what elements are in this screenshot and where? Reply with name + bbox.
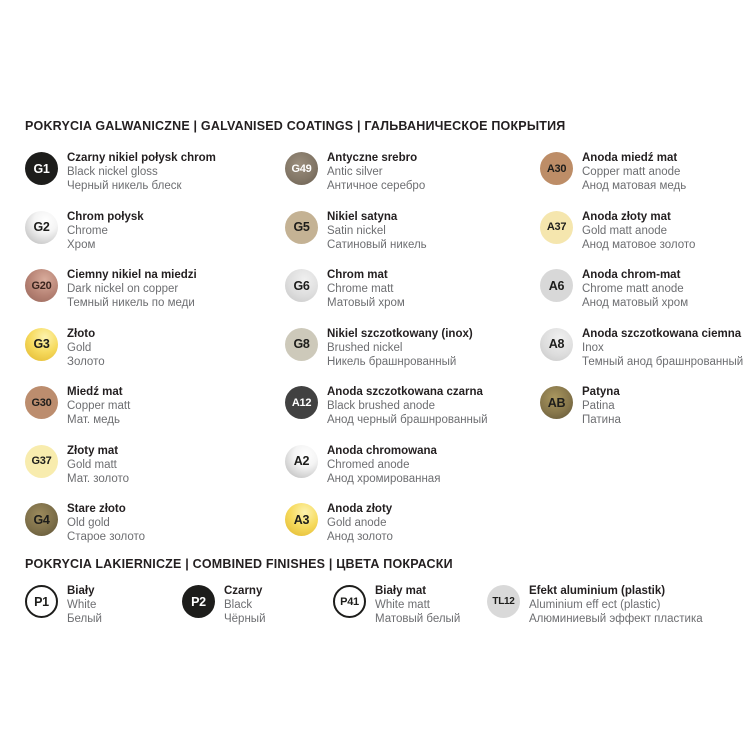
finish-labels bbox=[327, 327, 473, 369]
finish-labels bbox=[67, 210, 144, 252]
finish-name-ru: Старое золото bbox=[67, 531, 146, 543]
finish-name-pl: Miedź mat bbox=[67, 386, 123, 398]
finish-name-pl: Anoda chrom-mat bbox=[582, 269, 681, 281]
finish-item-g3 bbox=[25, 327, 283, 373]
finish-name-pl: Anoda złoty mat bbox=[582, 210, 671, 223]
finish-swatch-p41 bbox=[333, 585, 366, 618]
finish-name-ru: Алюминиевый эффект пластика bbox=[529, 613, 703, 625]
finish-name-ru: Мат. медь bbox=[67, 414, 120, 426]
finish-swatch-a6 bbox=[540, 269, 573, 302]
finish-code: AB bbox=[547, 395, 566, 410]
finish-name-pl: Anoda chromowana bbox=[327, 444, 437, 457]
finish-labels bbox=[67, 385, 130, 427]
finish-swatch-a30 bbox=[540, 152, 573, 185]
finish-name-ru: Матовый белый bbox=[375, 613, 461, 625]
finish-name-pl: Anoda szczotkowana ciemna bbox=[582, 327, 742, 340]
finish-item-g4 bbox=[25, 502, 283, 548]
finish-name-ru: Темный анод брашнрованный bbox=[582, 355, 744, 368]
finish-name-en: Chrome bbox=[67, 224, 108, 237]
finish-name-en: Antic silver bbox=[327, 166, 383, 178]
finish-swatch-a8 bbox=[540, 328, 573, 361]
finish-labels bbox=[582, 210, 695, 252]
finish-labels bbox=[67, 444, 129, 486]
finish-code: G49 bbox=[291, 162, 312, 175]
finish-item-a2 bbox=[285, 444, 538, 490]
finish-name-en: Gold bbox=[67, 341, 92, 354]
finish-item-p2 bbox=[182, 584, 333, 630]
finish-code: A6 bbox=[548, 278, 565, 293]
finish-labels bbox=[582, 151, 686, 193]
finish-name-en: Gold matt anode bbox=[582, 224, 668, 237]
finish-name-ru: Античное серебро bbox=[327, 180, 426, 192]
finish-labels bbox=[67, 327, 105, 369]
finish-name-pl: Czarny bbox=[224, 585, 263, 597]
finish-item-g1 bbox=[25, 151, 283, 197]
finish-code: A37 bbox=[546, 221, 567, 233]
finish-code: A8 bbox=[548, 337, 565, 351]
finish-name-ru: Золото bbox=[67, 355, 105, 368]
finish-labels bbox=[67, 584, 102, 626]
finish-swatch-a2 bbox=[285, 445, 318, 478]
finish-labels bbox=[224, 584, 266, 626]
finish-item-a12 bbox=[285, 385, 538, 431]
finish-name-en: Copper matt bbox=[67, 400, 131, 412]
finish-name-pl: Chrom mat bbox=[327, 269, 388, 281]
galvanised-coatings-title: POKRYCIA GALWANICZNE | GALVANISED COATINGS | ГАЛЬВАНИЧЕСКОЕ ПОКРЫТИЯ bbox=[25, 119, 566, 133]
finish-item-g2 bbox=[25, 210, 283, 256]
finish-swatch-g1 bbox=[25, 152, 58, 185]
finish-swatch-g37 bbox=[25, 445, 58, 478]
finish-code: G37 bbox=[31, 455, 52, 467]
galvanised-column-1 bbox=[25, 151, 283, 561]
finish-name-ru: Темный никель по меди bbox=[67, 297, 195, 309]
finish-labels bbox=[582, 385, 621, 427]
finish-name-en: Gold anode bbox=[327, 517, 387, 529]
finish-name-ru: Анод матовое золото bbox=[582, 238, 696, 251]
finish-name-pl: Nikiel szczotkowany (inox) bbox=[327, 327, 473, 340]
finish-swatch-g30 bbox=[25, 386, 58, 419]
finish-item-g6 bbox=[285, 268, 538, 314]
finish-item-g49 bbox=[285, 151, 538, 197]
finish-code: A3 bbox=[293, 512, 310, 527]
finish-labels bbox=[582, 327, 743, 369]
finish-swatch-g6 bbox=[285, 269, 318, 302]
finish-code: G30 bbox=[31, 396, 52, 409]
finish-item-g30 bbox=[25, 385, 283, 431]
finish-labels bbox=[327, 268, 405, 310]
finish-item-a37 bbox=[540, 210, 748, 256]
finish-name-en: Aluminium eff ect (plastic) bbox=[529, 599, 661, 611]
finish-code: A2 bbox=[293, 454, 310, 468]
finish-name-ru: Сатиновый никель bbox=[327, 238, 427, 251]
finish-labels bbox=[67, 502, 145, 544]
finish-item-p1 bbox=[25, 584, 182, 630]
finish-item-a30 bbox=[540, 151, 748, 197]
finish-swatch-g20 bbox=[25, 269, 58, 302]
finish-name-en: Black bbox=[224, 599, 253, 611]
finish-name-ru: Чёрный bbox=[224, 613, 266, 625]
finish-name-pl: Anoda złoty bbox=[327, 503, 393, 515]
finish-name-en: Dark nickel on copper bbox=[67, 283, 179, 295]
finish-code: G20 bbox=[31, 279, 52, 292]
finish-name-pl: Chrom połysk bbox=[67, 210, 144, 223]
galvanised-column-3 bbox=[540, 151, 748, 444]
finish-name-en: Chrome matt anode bbox=[582, 283, 684, 295]
finish-name-en: Gold matt bbox=[67, 458, 117, 471]
finish-name-ru: Анод золото bbox=[327, 531, 393, 543]
lacquered-finishes-title: POKRYCIA LAKIERNICZE | COMBINED FINISHES | ЦВЕТА ПОКРАСКИ bbox=[25, 557, 453, 571]
finish-item-g37 bbox=[25, 444, 283, 490]
finish-name-ru: Матовый хром bbox=[327, 297, 405, 309]
finish-name-en: Copper matt anode bbox=[582, 166, 681, 178]
finish-swatch-g5 bbox=[285, 211, 318, 244]
finish-item-g5 bbox=[285, 210, 538, 256]
finish-name-en: Old gold bbox=[67, 517, 110, 529]
finish-swatch-a37 bbox=[540, 211, 573, 244]
finish-item-a6 bbox=[540, 268, 748, 314]
finish-swatch-p2 bbox=[182, 585, 215, 618]
finish-swatch-g3 bbox=[25, 328, 58, 361]
finish-code: G8 bbox=[293, 337, 310, 351]
finish-name-ru: Анод черный брашнрованный bbox=[327, 414, 488, 426]
finish-name-en: Satin nickel bbox=[327, 224, 386, 237]
finish-swatch-g4 bbox=[25, 503, 58, 536]
finish-labels bbox=[327, 444, 440, 486]
finish-item-a3 bbox=[285, 502, 538, 548]
finish-name-en: Brushed nickel bbox=[327, 341, 403, 354]
finish-name-ru: Никель брашнрованный bbox=[327, 355, 457, 368]
finish-code: G6 bbox=[293, 278, 310, 293]
finish-code: G3 bbox=[33, 337, 50, 351]
finish-name-pl: Biały mat bbox=[375, 585, 427, 597]
finish-item-g20 bbox=[25, 268, 283, 314]
finish-name-pl: Stare złoto bbox=[67, 503, 126, 515]
finish-name-en: Patina bbox=[582, 400, 615, 412]
finish-name-en: White matt bbox=[375, 599, 430, 611]
finish-code: P2 bbox=[191, 594, 206, 609]
finish-labels bbox=[67, 268, 197, 310]
finish-labels bbox=[327, 385, 488, 427]
finish-name-en: Black brushed anode bbox=[327, 400, 436, 412]
finish-labels bbox=[375, 584, 460, 626]
finish-name-ru: Мат. золото bbox=[67, 472, 130, 485]
finish-swatch-g2 bbox=[25, 211, 58, 244]
finish-name-ru: Анод матовый хром bbox=[582, 297, 689, 309]
finish-name-ru: Анод матовая медь bbox=[582, 180, 687, 192]
lacquered-finishes-row bbox=[25, 584, 703, 630]
finish-labels bbox=[582, 268, 688, 310]
finish-labels bbox=[529, 584, 703, 626]
finish-code: A30 bbox=[546, 162, 567, 175]
finish-swatch-p1 bbox=[25, 585, 58, 618]
finish-code: G5 bbox=[293, 220, 310, 234]
finish-name-pl: Antyczne srebro bbox=[327, 152, 418, 164]
finish-code: A12 bbox=[291, 396, 312, 409]
finish-name-en: White bbox=[67, 599, 97, 611]
finish-name-ru: Белый bbox=[67, 613, 102, 625]
finish-name-pl: Efekt aluminium (plastik) bbox=[529, 585, 666, 597]
finish-item-g8 bbox=[285, 327, 538, 373]
finish-name-pl: Ciemny nikiel na miedzi bbox=[67, 269, 197, 281]
finish-name-en: Chromed anode bbox=[327, 458, 410, 471]
finish-name-pl: Anoda szczotkowana czarna bbox=[327, 386, 483, 398]
finish-name-pl: Nikiel satyna bbox=[327, 210, 398, 223]
finish-name-ru: Анод хромированная bbox=[327, 472, 441, 485]
finish-code: G4 bbox=[33, 512, 50, 527]
finish-swatch-a3 bbox=[285, 503, 318, 536]
finish-name-pl: Czarny nikiel połysk chrom bbox=[67, 152, 216, 164]
finish-name-pl: Anoda miedź mat bbox=[582, 152, 678, 164]
finish-labels bbox=[327, 502, 393, 544]
finish-name-ru: Хром bbox=[67, 238, 96, 251]
finish-name-pl: Patyna bbox=[582, 386, 620, 398]
finish-name-en: Chrome matt bbox=[327, 283, 394, 295]
finish-code: P1 bbox=[34, 594, 49, 609]
finish-swatch-g8 bbox=[285, 328, 318, 361]
finish-item-ab bbox=[540, 385, 748, 431]
finish-name-en: Black nickel gloss bbox=[67, 166, 158, 178]
finish-swatch-g49 bbox=[285, 152, 318, 185]
finish-name-pl: Biały bbox=[67, 585, 95, 597]
finish-code: TL12 bbox=[492, 596, 515, 607]
finish-labels bbox=[327, 210, 427, 252]
finish-item-a8 bbox=[540, 327, 748, 373]
finish-name-ru: Патина bbox=[582, 414, 621, 426]
finish-name-en: Inox bbox=[582, 341, 604, 354]
finish-item-tl12 bbox=[487, 584, 703, 630]
finish-labels bbox=[327, 151, 425, 193]
finish-name-pl: Złoto bbox=[67, 327, 96, 340]
finish-labels bbox=[67, 151, 216, 193]
finish-swatch-a12 bbox=[285, 386, 318, 419]
finish-code: P41 bbox=[340, 595, 359, 608]
finish-code: G2 bbox=[33, 220, 50, 234]
finish-name-ru: Черный никель блеск bbox=[67, 180, 182, 192]
finish-code: G1 bbox=[33, 161, 50, 176]
galvanised-column-2 bbox=[285, 151, 538, 561]
finish-swatch-ab bbox=[540, 386, 573, 419]
finish-swatch-tl12 bbox=[487, 585, 520, 618]
finish-name-pl: Złoty mat bbox=[67, 444, 119, 457]
finish-item-p41 bbox=[333, 584, 487, 630]
